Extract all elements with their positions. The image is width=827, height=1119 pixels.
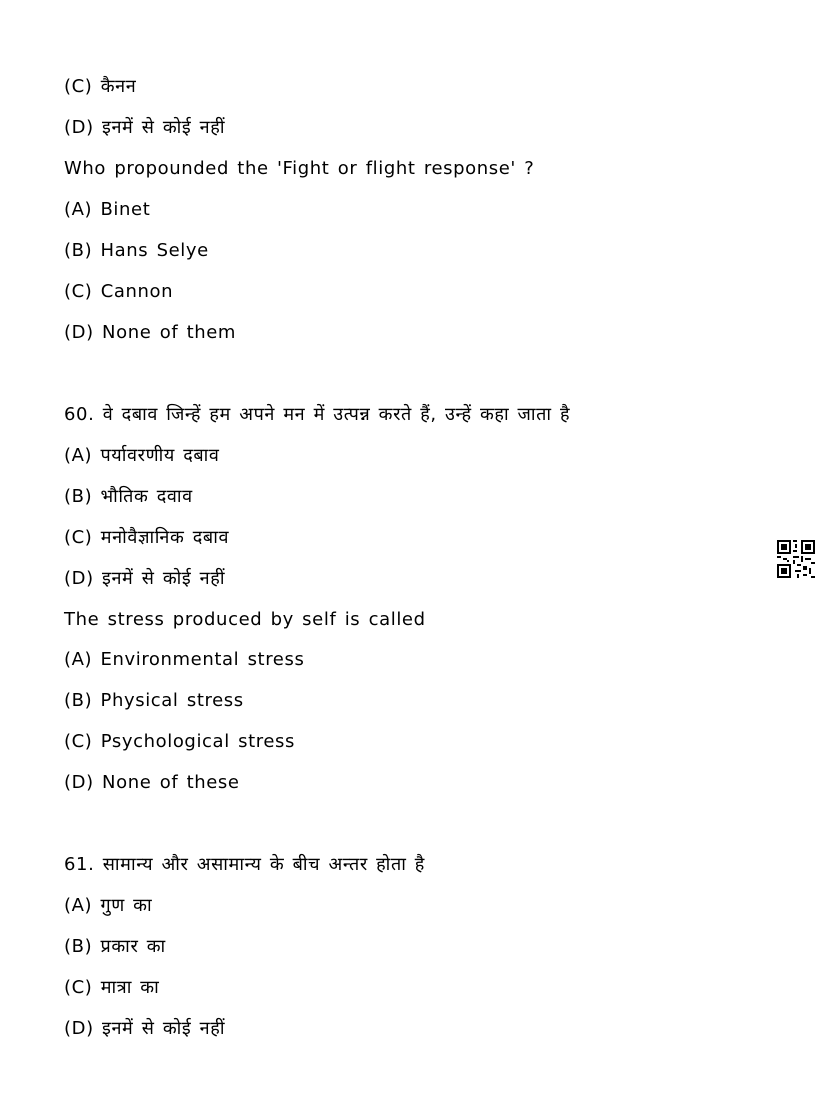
option-c: (C) Cannon: [64, 281, 174, 302]
option-d-hindi: (D) इनमें से कोई नहीं: [64, 117, 226, 138]
option-d: (D) None of them: [64, 322, 237, 343]
question-61-hindi: 61. सामान्य और असामान्य के बीच अन्तर होता है: [64, 854, 425, 875]
option-c-hindi: (C) कैनन: [64, 76, 137, 97]
option-a-hindi: (A) गुण का: [64, 895, 153, 916]
option-b-hindi: (B) भौतिक दवाव: [64, 486, 193, 507]
option-b: (B) Physical stress: [64, 690, 244, 711]
option-c-hindi: (C) मात्रा का: [64, 977, 160, 998]
question-60-english: The stress produced by self is called: [64, 609, 426, 630]
option-a-hindi: (A) पर्यावरणीय दबाव: [64, 445, 220, 466]
option-a: (A) Binet: [64, 199, 151, 220]
option-d-hindi: (D) इनमें से कोई नहीं: [64, 568, 226, 589]
qr-code-icon: [777, 540, 815, 578]
option-b-hindi: (B) प्रकार का: [64, 936, 166, 957]
option-d: (D) None of these: [64, 772, 240, 793]
question-text-english: Who propounded the 'Fight or flight response' ?: [64, 158, 535, 179]
option-b: (B) Hans Selye: [64, 240, 209, 261]
question-60-hindi: 60. वे दबाव जिन्हें हम अपने मन में उत्पन्न करते हैं, उन्हें कहा जाता है: [64, 404, 571, 425]
option-d-hindi: (D) इनमें से कोई नहीं: [64, 1018, 226, 1039]
option-c: (C) Psychological stress: [64, 731, 295, 752]
option-a: (A) Environmental stress: [64, 649, 305, 670]
option-c-hindi: (C) मनोवैज्ञानिक दबाव: [64, 527, 230, 548]
